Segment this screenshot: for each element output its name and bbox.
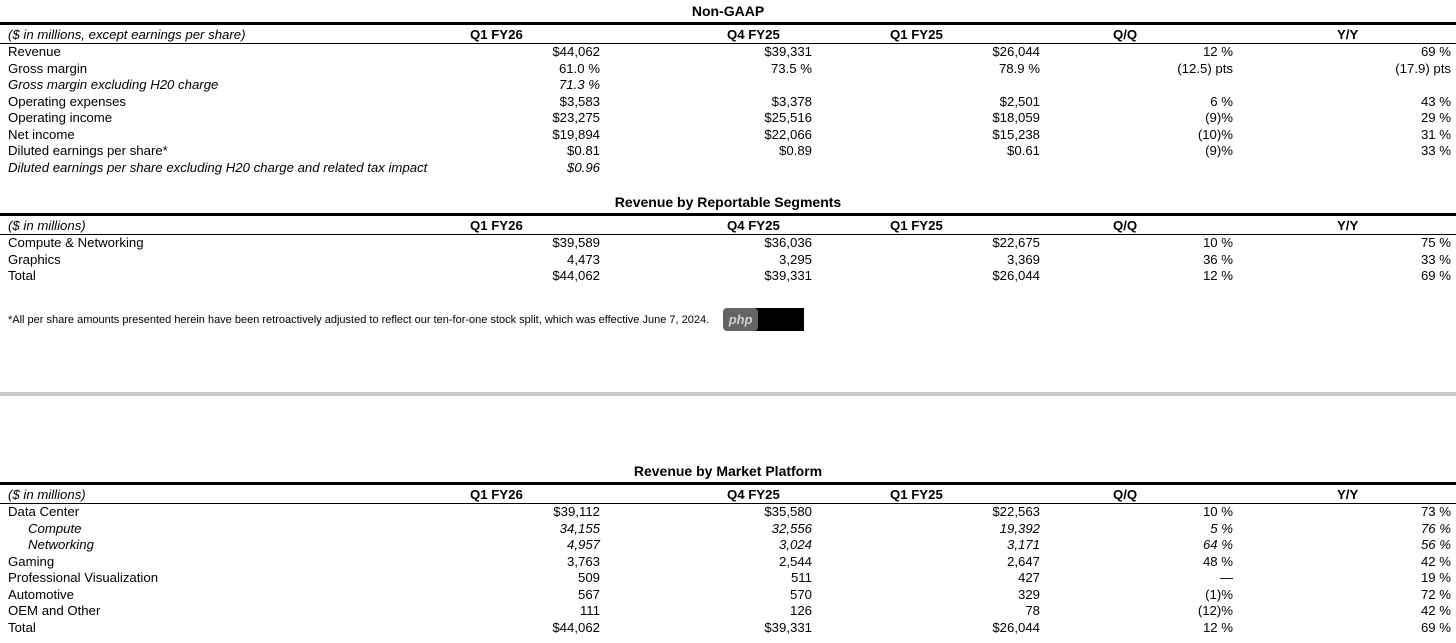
cell-value: $15,238 xyxy=(992,126,1040,142)
cell-value: 33 % xyxy=(1420,143,1451,158)
row-label: Total xyxy=(8,619,36,635)
cell-value: $0.96 xyxy=(566,159,600,175)
cell-value: $39,331 xyxy=(764,268,812,283)
table-row xyxy=(0,537,1456,554)
table-row xyxy=(0,570,1456,587)
column-header-q1-fy25: Q1 FY25 xyxy=(890,486,943,502)
cell-value: 10 % xyxy=(1202,504,1233,519)
cell-value: 42 % xyxy=(1420,553,1451,569)
non-gaap-table xyxy=(0,2,1456,176)
row-label: Net income xyxy=(8,126,75,142)
table-row xyxy=(0,127,1456,144)
cell-value: 12 % xyxy=(1202,268,1233,283)
cell-value: 4,473 xyxy=(566,251,600,267)
cell-value: 2,544 xyxy=(778,553,812,569)
table-row xyxy=(0,77,1456,94)
cell-value: $22,066 xyxy=(764,126,812,142)
cell-value: 75 % xyxy=(1420,235,1451,250)
row-label: Revenue xyxy=(8,44,61,59)
column-header-yy: Y/Y xyxy=(1337,26,1359,42)
column-header-q4-fy25: Q4 FY25 xyxy=(727,486,780,502)
cell-value: (12.5) pts xyxy=(1177,60,1233,76)
table-row xyxy=(0,44,1456,61)
cell-value: 567 xyxy=(577,586,600,602)
row-label: Diluted earnings per share excluding H20 charge and related tax impact xyxy=(8,159,428,175)
table-row xyxy=(0,61,1456,78)
cell-value: 69 % xyxy=(1420,619,1451,635)
cell-value: 3,763 xyxy=(566,553,600,569)
table-row xyxy=(0,143,1456,160)
cell-value: $19,894 xyxy=(552,126,600,142)
php-badge xyxy=(723,308,804,331)
cell-value: 6 % xyxy=(1210,93,1233,109)
cell-value: $23,275 xyxy=(552,110,600,125)
cell-value: 56 % xyxy=(1420,537,1451,552)
cell-value: $22,675 xyxy=(992,235,1040,250)
cell-value: 76 % xyxy=(1420,520,1451,536)
cell-value: (9)% xyxy=(1205,110,1233,125)
row-label: Gaming xyxy=(8,553,55,569)
row-label: Operating income xyxy=(8,110,113,125)
cell-value: 19 % xyxy=(1420,570,1451,585)
cell-value: 10 % xyxy=(1202,235,1233,250)
cell-value: $36,036 xyxy=(764,235,812,250)
cell-value: $0.61 xyxy=(1006,143,1040,158)
row-label: Automotive xyxy=(8,586,74,602)
table-row xyxy=(0,554,1456,571)
cell-value: 511 xyxy=(790,570,812,585)
cell-value: 3,024 xyxy=(778,537,812,552)
row-label: Networking xyxy=(28,537,94,552)
column-header-q4-fy25: Q4 FY25 xyxy=(727,217,780,233)
table-body xyxy=(0,504,1456,636)
cell-value: $39,112 xyxy=(553,504,600,519)
cell-value: (9)% xyxy=(1205,143,1233,158)
row-label: Compute xyxy=(28,520,82,536)
cell-value: — xyxy=(1219,570,1233,585)
row-label: Compute & Networking xyxy=(8,235,144,250)
cell-value: 32,556 xyxy=(771,520,812,536)
column-header-q1-fy25: Q1 FY25 xyxy=(890,26,943,42)
cell-value: 33 % xyxy=(1420,251,1451,267)
cell-value: 2,647 xyxy=(1006,553,1040,569)
table-row xyxy=(0,252,1456,269)
cell-value: 73 % xyxy=(1420,504,1451,519)
cell-value: (17.9) pts xyxy=(1395,60,1451,76)
row-label: Data Center xyxy=(8,504,80,519)
cell-value: 71.3 % xyxy=(558,77,600,92)
cell-value: 12 % xyxy=(1202,44,1233,59)
cell-value: 61.0 % xyxy=(558,60,600,76)
table-body xyxy=(0,44,1456,176)
cell-value: 12 % xyxy=(1202,619,1233,635)
cell-value: $39,589 xyxy=(552,235,600,250)
cell-value: 48 % xyxy=(1202,553,1233,569)
cell-value: $0.89 xyxy=(778,143,812,158)
row-label: Total xyxy=(8,268,36,283)
cell-value: $26,044 xyxy=(992,619,1040,635)
cell-value: 29 % xyxy=(1420,110,1451,125)
cell-value: 427 xyxy=(1017,570,1040,585)
column-header-q1-fy26: Q1 FY26 xyxy=(470,26,523,42)
unit-label: ($ in millions) xyxy=(8,217,86,233)
cell-value: 3,295 xyxy=(778,251,812,267)
table-row xyxy=(0,160,1456,177)
table-row xyxy=(0,587,1456,604)
stock-split-footnote: *All per share amounts presented herein have been retroactively adjusted to reflect our ten-for-one stock split, which was effective June 7, 2024. xyxy=(8,313,710,326)
section-divider xyxy=(0,392,1456,396)
cell-value: 72 % xyxy=(1420,586,1451,602)
table-row xyxy=(0,620,1456,637)
market-platform-table xyxy=(0,462,1456,636)
cell-value: $39,331 xyxy=(764,619,812,635)
table-row xyxy=(0,235,1456,252)
cell-value: 34,155 xyxy=(559,520,600,536)
cell-value: 42 % xyxy=(1420,603,1451,618)
column-header-q4-fy25: Q4 FY25 xyxy=(727,26,780,42)
row-label: OEM and Other xyxy=(8,603,101,618)
cell-value: 69 % xyxy=(1420,44,1451,59)
table-row xyxy=(0,94,1456,111)
cell-value: 36 % xyxy=(1202,251,1233,267)
table-row xyxy=(0,504,1456,521)
table-header-row xyxy=(0,482,1456,504)
cell-value: $44,062 xyxy=(552,619,600,635)
table-title: Non-GAAP xyxy=(691,3,765,19)
row-label: Gross margin xyxy=(8,60,88,76)
cell-value: 329 xyxy=(1017,586,1040,602)
column-header-q1-fy26: Q1 FY26 xyxy=(470,486,523,502)
column-header-yy: Y/Y xyxy=(1337,486,1359,502)
row-label: Professional Visualization xyxy=(8,570,159,585)
cell-value: 64 % xyxy=(1202,537,1233,552)
row-label: Operating expenses xyxy=(8,93,127,109)
table-title: Revenue by Market Platform xyxy=(633,463,823,479)
table-row xyxy=(0,268,1456,285)
cell-value: $44,062 xyxy=(552,268,600,283)
column-header-yy: Y/Y xyxy=(1337,217,1359,233)
cell-value: 43 % xyxy=(1420,93,1451,109)
cell-value: 4,957 xyxy=(566,537,600,552)
reportable-segments-table xyxy=(0,193,1456,285)
cell-value: 570 xyxy=(789,586,812,602)
cell-value: 111 xyxy=(579,603,600,618)
column-header-q1-fy26: Q1 FY26 xyxy=(470,217,523,233)
row-label: Gross margin excluding H20 charge xyxy=(8,77,219,92)
column-header-qq: Q/Q xyxy=(1113,217,1138,233)
cell-value: $2,501 xyxy=(999,93,1040,109)
table-header-row xyxy=(0,22,1456,44)
column-header-q1-fy25: Q1 FY25 xyxy=(890,217,943,233)
cell-value: $44,062 xyxy=(552,44,600,59)
cell-value: $35,580 xyxy=(764,504,812,519)
table-row xyxy=(0,603,1456,620)
unit-label: ($ in millions, except earnings per share) xyxy=(8,26,246,42)
row-label: Graphics xyxy=(8,251,61,267)
column-header-qq: Q/Q xyxy=(1113,26,1138,42)
php-logo-icon: php xyxy=(723,308,758,331)
cell-value: 78.9 % xyxy=(998,60,1040,76)
cell-value: (12)% xyxy=(1197,603,1233,618)
cell-value: $26,044 xyxy=(992,268,1040,283)
cell-value: $39,331 xyxy=(764,44,812,59)
cell-value: 509 xyxy=(577,570,600,585)
column-header-qq: Q/Q xyxy=(1113,486,1138,502)
row-label: Diluted earnings per share* xyxy=(8,143,168,158)
cell-value: $22,563 xyxy=(992,504,1040,519)
cell-value: 69 % xyxy=(1420,268,1451,283)
cell-value: $3,583 xyxy=(559,93,600,109)
cell-value: $25,516 xyxy=(764,110,812,125)
redacted-box xyxy=(754,308,804,331)
cell-value: 3,171 xyxy=(1006,537,1040,552)
table-header-row xyxy=(0,213,1456,235)
table-row xyxy=(0,521,1456,538)
cell-value: 126 xyxy=(789,603,812,618)
cell-value: 3,369 xyxy=(1006,251,1040,267)
cell-value: 31 % xyxy=(1420,126,1451,142)
unit-label: ($ in millions) xyxy=(8,486,86,502)
cell-value: (10)% xyxy=(1197,126,1233,142)
cell-value: $0.81 xyxy=(566,143,600,158)
table-title: Revenue by Reportable Segments xyxy=(614,194,842,210)
footnote-row xyxy=(8,308,804,331)
table-row xyxy=(0,110,1456,127)
cell-value: 19,392 xyxy=(999,520,1040,536)
cell-value: $18,059 xyxy=(992,110,1040,125)
cell-value: 73.5 % xyxy=(770,60,812,76)
cell-value: $3,378 xyxy=(771,93,812,109)
cell-value: 78 xyxy=(1025,603,1040,618)
cell-value: 5 % xyxy=(1210,520,1233,536)
table-body xyxy=(0,235,1456,285)
cell-value: $26,044 xyxy=(992,44,1040,59)
cell-value: (1)% xyxy=(1205,586,1233,602)
